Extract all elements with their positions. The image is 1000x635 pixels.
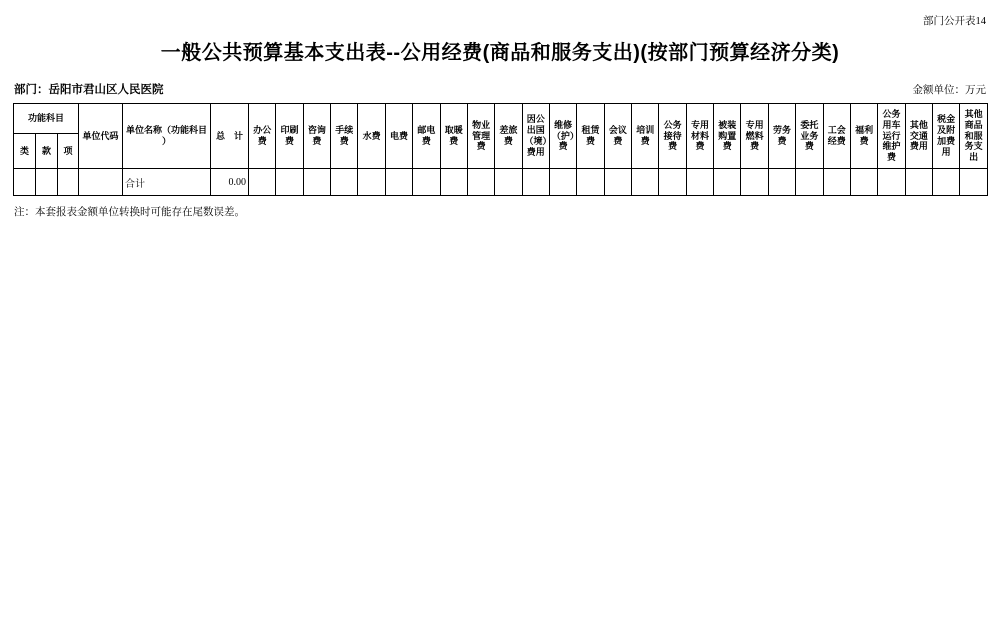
cell-expense-value bbox=[933, 169, 960, 196]
cell-expense-value bbox=[632, 169, 659, 196]
header-function-sub-column: 类 bbox=[14, 134, 36, 169]
header-expense-column: 印刷费 bbox=[276, 104, 303, 169]
header-expense-column: 税金及附加费用 bbox=[933, 104, 960, 169]
header-expense-column: 专用燃料费 bbox=[741, 104, 768, 169]
header-expense-column: 工会经费 bbox=[823, 104, 850, 169]
cell-expense-value bbox=[604, 169, 631, 196]
table-row bbox=[14, 169, 988, 196]
cell-item-code bbox=[36, 169, 58, 196]
header-expense-column: 邮电费 bbox=[413, 104, 440, 169]
header-expense-column: 其他商品和服务支出 bbox=[960, 104, 988, 169]
cell-expense-value bbox=[659, 169, 686, 196]
cell-expense-value bbox=[358, 169, 385, 196]
cell-expense-value bbox=[413, 169, 440, 196]
header-function-sub-column: 款 bbox=[36, 134, 58, 169]
header-function-sub-column: 项 bbox=[58, 134, 79, 169]
cell-expense-value bbox=[249, 169, 276, 196]
report-title: 一般公共预算基本支出表--公用经费(商品和服务支出)(按部门预算经济分类) bbox=[160, 42, 840, 64]
budget-table bbox=[13, 103, 988, 196]
header-expense-column: 差旅费 bbox=[495, 104, 522, 169]
cell-unit-code bbox=[79, 169, 123, 196]
header-expense-column: 专用材料费 bbox=[686, 104, 713, 169]
cell-expense-value bbox=[440, 169, 467, 196]
cell-expense-value bbox=[495, 169, 522, 196]
header-expense-column: 公务用车运行维护费 bbox=[878, 104, 905, 169]
cell-expense-value bbox=[768, 169, 795, 196]
cell-expense-value bbox=[714, 169, 741, 196]
cell-expense-value bbox=[331, 169, 358, 196]
header-function-category: 功能科目 bbox=[14, 104, 79, 134]
cell-expense-value bbox=[522, 169, 549, 196]
cell-expense-value bbox=[467, 169, 494, 196]
header-expense-column: 维修（护）费 bbox=[549, 104, 576, 169]
header-expense-column: 咨询费 bbox=[303, 104, 330, 169]
header-expense-column: 被装购置费 bbox=[714, 104, 741, 169]
header-expense-column: 公务接待费 bbox=[659, 104, 686, 169]
cell-expense-value bbox=[385, 169, 412, 196]
header-unit-name: 单位名称（功能科目） bbox=[123, 104, 211, 169]
cell-expense-value bbox=[549, 169, 576, 196]
header-expense-column: 水费 bbox=[358, 104, 385, 169]
header-expense-column: 劳务费 bbox=[768, 104, 795, 169]
header-unit-code: 单位代码 bbox=[79, 104, 123, 169]
cell-expense-value bbox=[850, 169, 877, 196]
cell-expense-value bbox=[960, 169, 988, 196]
footnote: 注：本套报表金额单位转换时可能存在尾数误差。 bbox=[14, 207, 245, 218]
cell-expense-value bbox=[303, 169, 330, 196]
cell-expense-value bbox=[878, 169, 905, 196]
cell-sub-code bbox=[58, 169, 79, 196]
header-expense-column: 电费 bbox=[385, 104, 412, 169]
cell-expense-value bbox=[796, 169, 823, 196]
header-expense-column: 其他交通费用 bbox=[905, 104, 932, 169]
header-row-1 bbox=[14, 104, 988, 134]
header-expense-column: 物业管理费 bbox=[467, 104, 494, 169]
cell-expense-value bbox=[741, 169, 768, 196]
header-expense-column: 因公出国（境）费用 bbox=[522, 104, 549, 169]
amount-unit-label: 金额单位：万元 bbox=[912, 85, 986, 96]
header-expense-column: 手续费 bbox=[331, 104, 358, 169]
header-expense-column: 取暖费 bbox=[440, 104, 467, 169]
cell-unit-name: 合计 bbox=[123, 169, 211, 196]
meta-row bbox=[14, 81, 986, 97]
header-expense-column: 培训费 bbox=[632, 104, 659, 169]
cell-expense-value bbox=[276, 169, 303, 196]
cell-expense-value bbox=[823, 169, 850, 196]
cell-expense-value bbox=[577, 169, 604, 196]
header-expense-column: 委托业务费 bbox=[796, 104, 823, 169]
header-expense-column: 办公费 bbox=[249, 104, 276, 169]
department-label: 部门：岳阳市君山区人民医院 bbox=[14, 84, 164, 96]
cell-total: 0.00 bbox=[211, 169, 249, 196]
header-expense-column: 福利费 bbox=[850, 104, 877, 169]
cell-class-code bbox=[14, 169, 36, 196]
table-number-label: 部门公开表14 bbox=[923, 16, 986, 27]
cell-expense-value bbox=[686, 169, 713, 196]
header-total: 总 计 bbox=[211, 104, 249, 169]
header-expense-column: 租赁费 bbox=[577, 104, 604, 169]
cell-expense-value bbox=[905, 169, 932, 196]
header-expense-column: 会议费 bbox=[604, 104, 631, 169]
